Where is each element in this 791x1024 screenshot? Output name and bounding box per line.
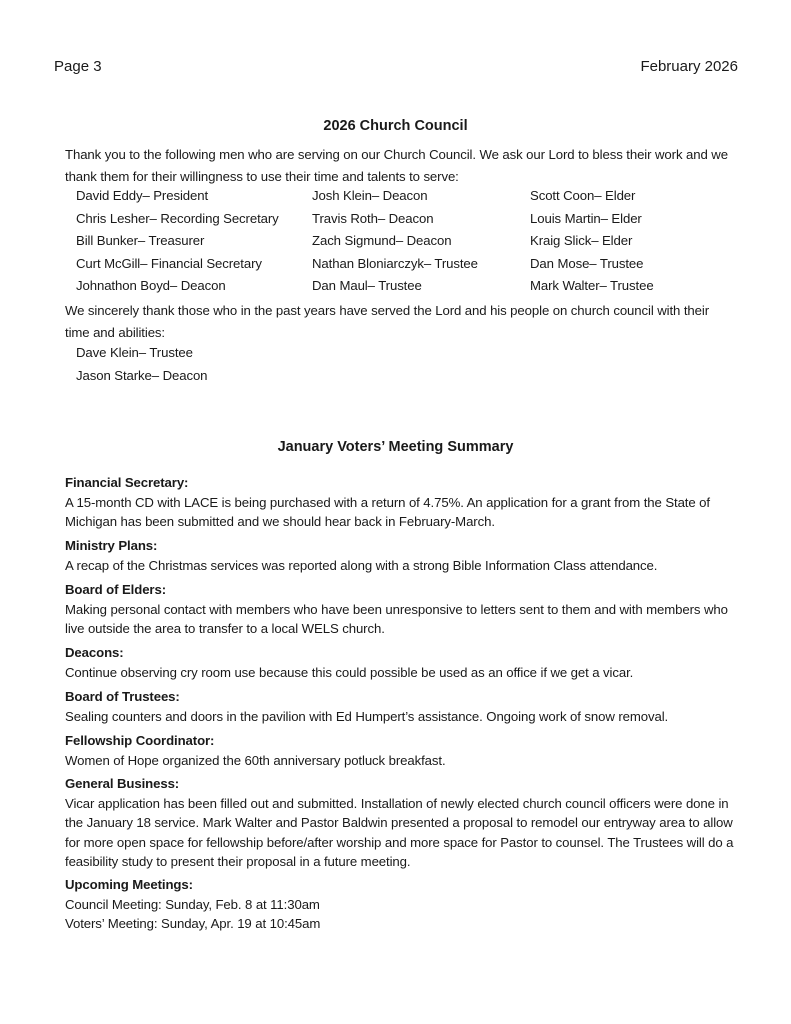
past-members-list bbox=[76, 342, 207, 387]
meeting-line: Voters’ Meeting: Sunday, Apr. 19 at 10:45am bbox=[65, 916, 321, 931]
past-member: Jason Starke– Deacon bbox=[76, 367, 208, 383]
council-member: David Eddy– President bbox=[76, 188, 209, 203]
section-text: A 15-month CD with LACE is being purchased with a return of 4.75%. An application for a grant from the State of Michigan has been submitted and we should hear back in February-March. bbox=[65, 494, 710, 529]
issue-date: February 2026 bbox=[640, 58, 738, 75]
council-member: Dan Mose– Trustee bbox=[530, 255, 644, 271]
council-member: Mark Walter– Trustee bbox=[530, 278, 654, 293]
section-text: Vicar application has been filled out and submitted. Installation of newly elected church council officers were done in the January 18 service. Mark Walter and Pastor Baldwin presented a proposal to remodel our entryway area to allow for more open space for fellowship before/after worship and more space for Pastor to counsel. The Trustees will do a feasibility study to present their proposal in a future meeting. bbox=[65, 795, 734, 869]
section-general-business bbox=[65, 774, 737, 872]
section-heading: Board of Elders: bbox=[65, 582, 166, 597]
council-member: Scott Coon– Elder bbox=[530, 188, 636, 203]
section-heading: Upcoming Meetings: bbox=[65, 877, 193, 892]
council-member: Travis Roth– Deacon bbox=[312, 210, 434, 226]
page-number: Page 3 bbox=[54, 58, 102, 75]
council-member: Chris Lesher– Recording Secretary bbox=[76, 210, 279, 226]
section-financial-secretary bbox=[65, 473, 737, 532]
section-heading: Board of Trustees: bbox=[65, 689, 180, 704]
section-fellowship-coordinator bbox=[65, 731, 737, 770]
council-member: Dan Maul– Trustee bbox=[312, 278, 422, 293]
section-heading: Deacons: bbox=[65, 645, 124, 660]
council-member: Curt McGill– Financial Secretary bbox=[76, 255, 262, 271]
section-deacons bbox=[65, 643, 737, 682]
council-member: Nathan Bloniarczyk– Trustee bbox=[312, 255, 478, 271]
council-member: Josh Klein– Deacon bbox=[312, 188, 428, 203]
section-upcoming-meetings bbox=[65, 875, 737, 934]
council-member: Louis Martin– Elder bbox=[530, 210, 642, 226]
section-text: Sealing counters and doors in the pavilion with Ed Humpert’s assistance. Ongoing work of snow removal. bbox=[65, 708, 669, 724]
summary-title: January Voters’ Meeting Summary bbox=[277, 439, 514, 455]
past-member: Dave Klein– Trustee bbox=[76, 345, 193, 360]
section-board-of-elders bbox=[65, 580, 737, 639]
section-heading: Financial Secretary: bbox=[65, 475, 189, 490]
past-members-thanks: We sincerely thank those who in the past years have served the Lord and his people on church council with their time and abilities: bbox=[65, 303, 710, 340]
section-text: A recap of the Christmas services was reported along with a strong Bible Information Class attendance. bbox=[65, 557, 658, 573]
council-title: 2026 Church Council bbox=[323, 118, 468, 134]
council-member: Kraig Slick– Elder bbox=[530, 233, 633, 248]
council-member: Bill Bunker– Treasurer bbox=[76, 233, 205, 248]
section-text: Making personal contact with members who have been unresponsive to letters sent to them and with members who live outside the area to transfer to a local WELS church. bbox=[65, 601, 728, 636]
section-text: Continue observing cry room use because this could possible be used as an office if we get a vicar. bbox=[65, 664, 634, 680]
section-ministry-plans bbox=[65, 536, 737, 575]
council-member: Zach Sigmund– Deacon bbox=[312, 233, 452, 248]
section-heading: Fellowship Coordinator: bbox=[65, 733, 215, 748]
council-members-grid bbox=[76, 185, 736, 298]
council-member: Johnathon Boyd– Deacon bbox=[76, 278, 226, 293]
council-intro: Thank you to the following men who are serving on our Church Council. We ask our Lord to bless their work and we thank them for their willingness to use their time and talents to serve: bbox=[65, 147, 728, 184]
section-text: Women of Hope organized the 60th anniversary potluck breakfast. bbox=[65, 752, 446, 768]
section-heading: General Business: bbox=[65, 776, 180, 791]
meeting-line: Council Meeting: Sunday, Feb. 8 at 11:30am bbox=[65, 896, 320, 912]
section-board-of-trustees bbox=[65, 687, 737, 726]
section-heading: Ministry Plans: bbox=[65, 538, 158, 553]
